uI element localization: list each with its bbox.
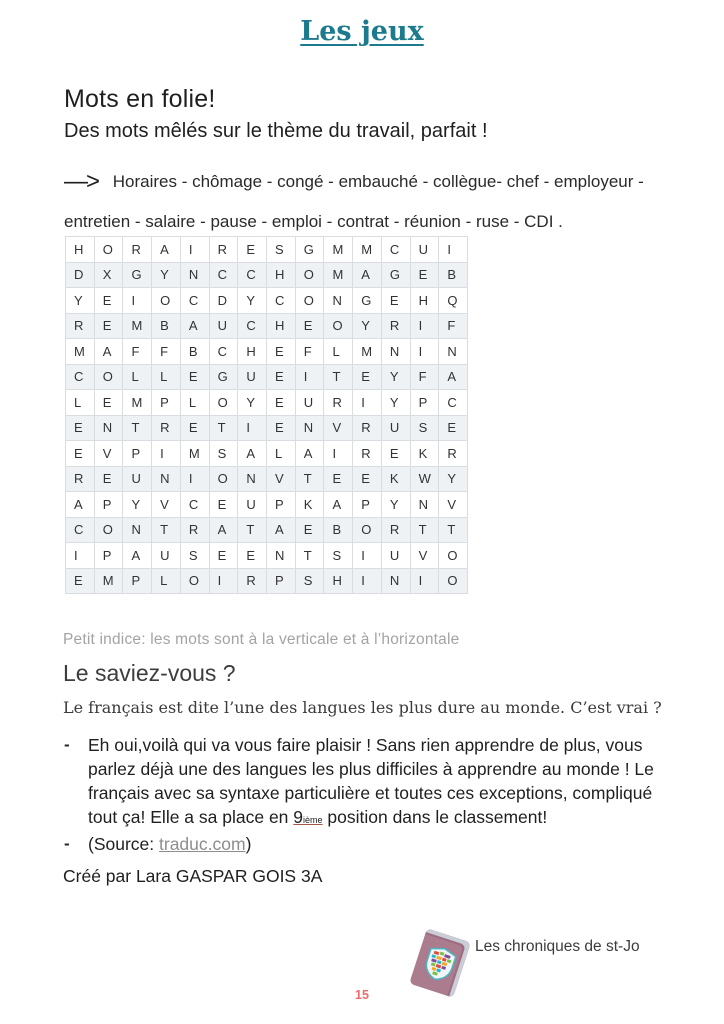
games-section-heading: [64, 85, 488, 143]
grid-cell: U: [210, 314, 239, 340]
grid-cell: G: [382, 263, 411, 289]
grid-cell: H: [238, 339, 267, 365]
grid-cell: I: [66, 543, 95, 569]
grid-cell: C: [439, 390, 468, 416]
grid-cell: H: [267, 263, 296, 289]
grid-cell: M: [95, 569, 124, 595]
grid-cell: O: [95, 518, 124, 544]
grid-cell: P: [95, 543, 124, 569]
grid-row: [66, 518, 468, 544]
grid-cell: B: [181, 339, 210, 365]
word-list-text-1: Horaires - chômage - congé - embauché - collègue- chef - employeur -: [112, 172, 644, 191]
grid-cell: H: [66, 237, 95, 263]
grid-cell: I: [411, 314, 440, 340]
grid-cell: E: [210, 492, 239, 518]
grid-cell: N: [123, 518, 152, 544]
grid-cell: N: [296, 416, 325, 442]
bullet-dash: -: [64, 834, 70, 853]
grid-cell: B: [324, 518, 353, 544]
grid-cell: H: [411, 288, 440, 314]
grid-cell: R: [382, 518, 411, 544]
grid-cell: L: [152, 365, 181, 391]
grid-cell: A: [123, 543, 152, 569]
grid-cell: O: [210, 390, 239, 416]
grid-cell: M: [123, 390, 152, 416]
grid-cell: E: [382, 288, 411, 314]
list-item: [64, 733, 670, 832]
grid-cell: P: [411, 390, 440, 416]
word-list-text-2: entretien - salaire - pause - emploi - contrat - réunion - ruse - CDI .: [64, 212, 563, 231]
grid-row: [66, 339, 468, 365]
grid-cell: U: [382, 416, 411, 442]
grid-cell: D: [66, 263, 95, 289]
grid-cell: Y: [382, 390, 411, 416]
grid-cell: Y: [382, 492, 411, 518]
grid-cell: W: [411, 467, 440, 493]
grid-cell: C: [238, 263, 267, 289]
grid-row: [66, 492, 468, 518]
grid-cell: T: [439, 518, 468, 544]
grid-cell: Y: [66, 288, 95, 314]
grid-cell: E: [181, 416, 210, 442]
grid-cell: P: [123, 569, 152, 595]
rank-suffix: ième: [303, 815, 323, 825]
grid-cell: Y: [238, 390, 267, 416]
rank-number: 9: [293, 807, 304, 827]
grid-cell: M: [66, 339, 95, 365]
grid-cell: T: [152, 518, 181, 544]
grid-cell: K: [382, 467, 411, 493]
grid-cell: V: [267, 467, 296, 493]
grid-cell: E: [66, 416, 95, 442]
page-title: Les jeux: [300, 16, 424, 47]
grid-cell: M: [324, 263, 353, 289]
grid-cell: U: [238, 365, 267, 391]
grid-cell: K: [411, 441, 440, 467]
did-you-know-intro: Le français est dite l’une des langues les plus dure au monde. C’est vrai ?: [63, 698, 662, 717]
grid-cell: I: [181, 467, 210, 493]
grid-row: [66, 288, 468, 314]
grid-cell: A: [95, 339, 124, 365]
grid-cell: S: [324, 543, 353, 569]
grid-cell: A: [439, 365, 468, 391]
grid-cell: O: [353, 518, 382, 544]
source-text: (Source: traduc.com): [88, 834, 252, 854]
grid-cell: V: [439, 492, 468, 518]
grid-cell: O: [95, 237, 124, 263]
grid-cell: C: [210, 263, 239, 289]
grid-cell: C: [181, 492, 210, 518]
grid-cell: C: [181, 288, 210, 314]
grid-cell: H: [324, 569, 353, 595]
grid-row: [66, 441, 468, 467]
grid-cell: F: [123, 339, 152, 365]
grid-cell: S: [296, 569, 325, 595]
source-link[interactable]: traduc.com: [159, 834, 246, 854]
grid-cell: E: [382, 441, 411, 467]
grid-cell: D: [210, 288, 239, 314]
grid-cell: R: [123, 237, 152, 263]
grid-cell: Y: [238, 288, 267, 314]
grid-cell: E: [66, 441, 95, 467]
shield-icon: [421, 943, 458, 984]
grid-cell: C: [267, 288, 296, 314]
grid-cell: P: [95, 492, 124, 518]
grid-cell: L: [324, 339, 353, 365]
grid-cell: K: [296, 492, 325, 518]
grid-cell: I: [123, 288, 152, 314]
grid-cell: G: [123, 263, 152, 289]
grid-cell: L: [152, 569, 181, 595]
hint-text: Petit indice: les mots sont à la verticale et à l’horizontale: [63, 631, 460, 648]
grid-cell: Y: [439, 467, 468, 493]
grid-row: [66, 467, 468, 493]
author-credit: Créé par Lara GASPAR GOIS 3A: [63, 866, 323, 886]
grid-cell: Q: [439, 288, 468, 314]
grid-cell: R: [353, 416, 382, 442]
grid-cell: V: [411, 543, 440, 569]
grid-cell: A: [66, 492, 95, 518]
grid-cell: E: [210, 543, 239, 569]
grid-cell: P: [123, 441, 152, 467]
grid-cell: E: [66, 569, 95, 595]
grid-cell: T: [210, 416, 239, 442]
grid-cell: Y: [382, 365, 411, 391]
grid-cell: I: [439, 237, 468, 263]
grid-cell: V: [95, 441, 124, 467]
grid-cell: U: [411, 237, 440, 263]
grid-cell: N: [382, 569, 411, 595]
grid-cell: X: [95, 263, 124, 289]
grid-row: [66, 237, 468, 263]
grid-cell: O: [95, 365, 124, 391]
grid-cell: N: [181, 263, 210, 289]
grid-cell: S: [210, 441, 239, 467]
list-item: [64, 832, 670, 856]
grid-cell: Y: [152, 263, 181, 289]
grid-cell: A: [324, 492, 353, 518]
grid-cell: I: [324, 441, 353, 467]
grid-cell: A: [267, 518, 296, 544]
grid-cell: I: [238, 416, 267, 442]
grid-cell: E: [267, 339, 296, 365]
grid-cell: O: [296, 288, 325, 314]
grid-cell: G: [353, 288, 382, 314]
grid-cell: E: [238, 543, 267, 569]
grid-cell: U: [382, 543, 411, 569]
grid-cell: Y: [353, 314, 382, 340]
footer-logo-text: Les chroniques de st-Jo: [475, 938, 640, 955]
grid-cell: A: [353, 263, 382, 289]
grid-cell: N: [411, 492, 440, 518]
grid-cell: R: [238, 569, 267, 595]
grid-cell: E: [95, 467, 124, 493]
grid-cell: E: [411, 263, 440, 289]
grid-cell: U: [123, 467, 152, 493]
grid-cell: E: [296, 314, 325, 340]
grid-cell: G: [296, 237, 325, 263]
grid-cell: P: [267, 492, 296, 518]
grid-cell: L: [181, 390, 210, 416]
grid-cell: I: [353, 569, 382, 595]
grid-row: [66, 543, 468, 569]
grid-cell: L: [267, 441, 296, 467]
grid-cell: T: [296, 467, 325, 493]
grid-cell: R: [152, 416, 181, 442]
grid-cell: A: [152, 237, 181, 263]
grid-cell: A: [210, 518, 239, 544]
grid-cell: O: [439, 569, 468, 595]
grid-cell: S: [267, 237, 296, 263]
grid-cell: I: [411, 569, 440, 595]
grid-cell: B: [152, 314, 181, 340]
grid-cell: P: [152, 390, 181, 416]
grid-cell: C: [66, 518, 95, 544]
arrow-icon: —>: [64, 168, 99, 195]
word-list: [64, 168, 664, 232]
grid-row: [66, 390, 468, 416]
grid-cell: I: [353, 543, 382, 569]
grid-row: [66, 263, 468, 289]
grid-cell: E: [267, 416, 296, 442]
grid-row: [66, 365, 468, 391]
grid-cell: O: [324, 314, 353, 340]
word-list-line-1: [64, 168, 664, 196]
grid-cell: M: [181, 441, 210, 467]
grid-row: [66, 314, 468, 340]
grid-cell: E: [324, 467, 353, 493]
grid-row: [66, 416, 468, 442]
grid-cell: T: [238, 518, 267, 544]
grid-cell: E: [181, 365, 210, 391]
grid-cell: E: [267, 390, 296, 416]
grid-cell: R: [382, 314, 411, 340]
grid-cell: T: [324, 365, 353, 391]
grid-cell: F: [296, 339, 325, 365]
grid-cell: R: [439, 441, 468, 467]
grid-cell: R: [210, 237, 239, 263]
grid-cell: R: [353, 441, 382, 467]
grid-cell: E: [95, 288, 124, 314]
grid-cell: A: [181, 314, 210, 340]
grid-cell: U: [152, 543, 181, 569]
grid-cell: T: [411, 518, 440, 544]
word-grid: [65, 236, 468, 594]
word-search-title: Mots en folie!: [64, 85, 216, 113]
grid-cell: E: [439, 416, 468, 442]
grid-cell: U: [296, 390, 325, 416]
grid-cell: O: [210, 467, 239, 493]
grid-cell: O: [439, 543, 468, 569]
grid-cell: G: [210, 365, 239, 391]
grid-cell: M: [324, 237, 353, 263]
grid-cell: R: [324, 390, 353, 416]
grid-cell: E: [296, 518, 325, 544]
grid-cell: E: [353, 467, 382, 493]
grid-cell: N: [382, 339, 411, 365]
grid-cell: S: [181, 543, 210, 569]
word-search-subtitle: Des mots mêlés sur le thème du travail, parfait !: [64, 120, 488, 142]
grid-cell: A: [296, 441, 325, 467]
grid-cell: T: [123, 416, 152, 442]
grid-cell: B: [439, 263, 468, 289]
grid-cell: E: [238, 237, 267, 263]
bullet-dash: -: [64, 735, 70, 754]
did-you-know-heading: Le saviez-vous ?: [63, 660, 236, 686]
did-you-know-bullets: [64, 733, 670, 856]
grid-cell: Y: [123, 492, 152, 518]
grid-cell: P: [353, 492, 382, 518]
grid-cell: E: [267, 365, 296, 391]
grid-cell: T: [296, 543, 325, 569]
grid-cell: C: [238, 314, 267, 340]
grid-cell: M: [123, 314, 152, 340]
grid-cell: N: [152, 467, 181, 493]
grid-cell: C: [210, 339, 239, 365]
bullet-text: Eh oui,voilà qui va vous faire plaisir ! Sans rien apprendre de plus, vous parlez déjà une des langues les plus difficiles à apprendre au monde ! Le français avec sa syntaxe particulière et toutes ces exceptions, compliqué tout ça! Elle a sa place en 9ième position dans le classement!: [88, 735, 654, 827]
grid-cell: M: [353, 237, 382, 263]
word-list-line-2: [64, 212, 664, 232]
grid-cell: R: [181, 518, 210, 544]
grid-cell: O: [296, 263, 325, 289]
grid-cell: U: [238, 492, 267, 518]
grid-cell: H: [267, 314, 296, 340]
grid-cell: P: [267, 569, 296, 595]
grid-cell: V: [152, 492, 181, 518]
grid-cell: F: [439, 314, 468, 340]
grid-cell: I: [210, 569, 239, 595]
grid-cell: N: [238, 467, 267, 493]
page-number: 15: [355, 988, 369, 1002]
grid-cell: S: [411, 416, 440, 442]
grid-cell: E: [95, 314, 124, 340]
grid-cell: R: [66, 467, 95, 493]
grid-cell: R: [66, 314, 95, 340]
grid-row: [66, 569, 468, 595]
grid-cell: N: [439, 339, 468, 365]
grid-cell: I: [152, 441, 181, 467]
grid-cell: I: [411, 339, 440, 365]
grid-cell: I: [353, 390, 382, 416]
grid-cell: E: [95, 390, 124, 416]
grid-cell: E: [353, 365, 382, 391]
grid-cell: L: [123, 365, 152, 391]
grid-cell: F: [411, 365, 440, 391]
grid-cell: F: [152, 339, 181, 365]
grid-cell: L: [66, 390, 95, 416]
grid-cell: C: [66, 365, 95, 391]
grid-cell: M: [353, 339, 382, 365]
grid-cell: O: [152, 288, 181, 314]
grid-cell: N: [324, 288, 353, 314]
grid-cell: C: [382, 237, 411, 263]
grid-cell: O: [181, 569, 210, 595]
grid-cell: I: [296, 365, 325, 391]
grid-cell: V: [324, 416, 353, 442]
grid-cell: N: [95, 416, 124, 442]
grid-cell: I: [181, 237, 210, 263]
grid-cell: N: [267, 543, 296, 569]
grid-cell: A: [238, 441, 267, 467]
